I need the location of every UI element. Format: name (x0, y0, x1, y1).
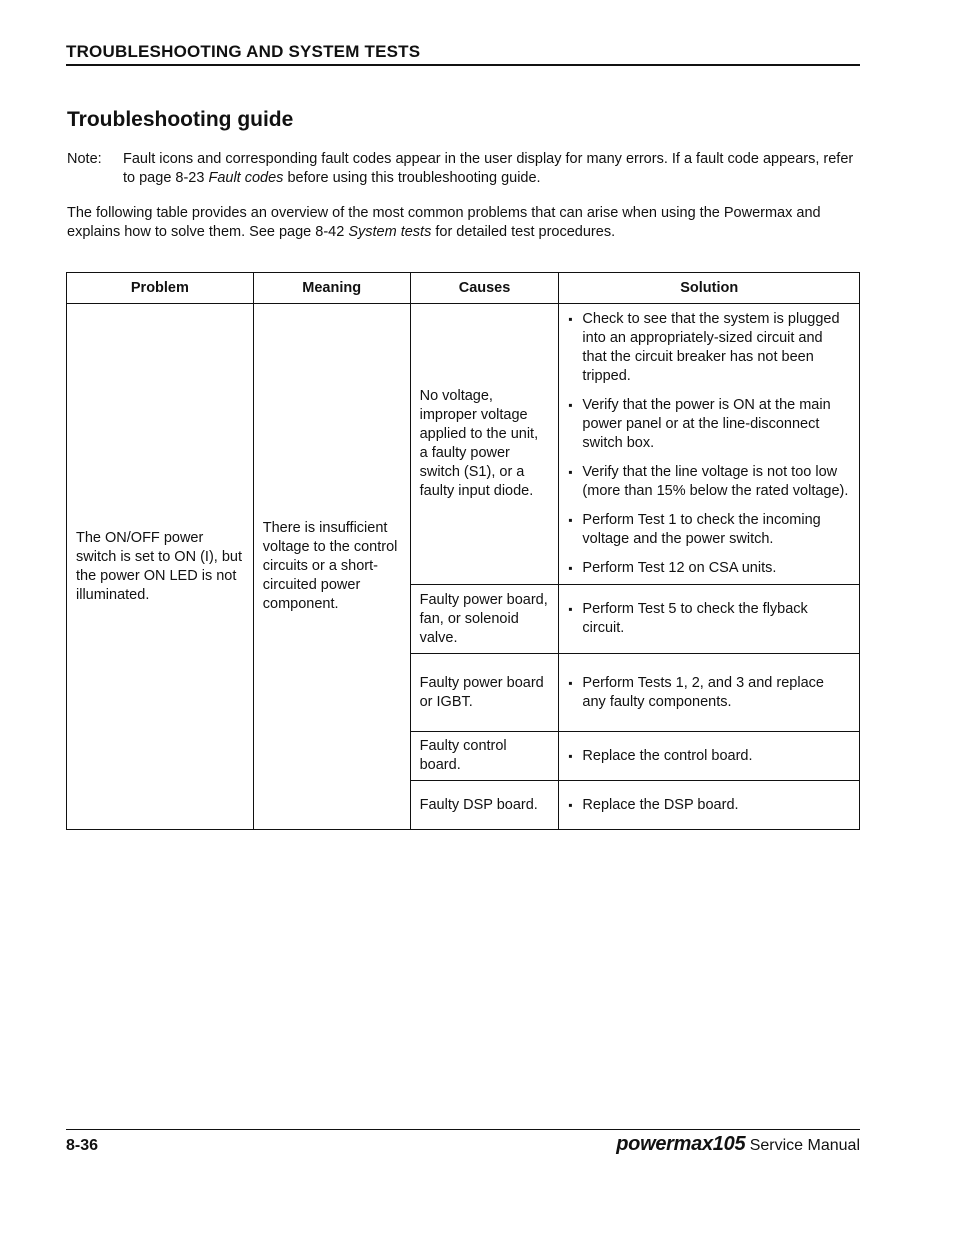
meaning-cell: There is insufficient voltage to the control circuits or a short-circuited power component. (253, 304, 410, 830)
page-number: 8-36 (66, 1137, 99, 1154)
header-problem: Problem (67, 273, 254, 304)
intro-link-system-tests: System tests (348, 224, 432, 240)
header-solution: Solution (559, 273, 860, 304)
problem-cell: The ON/OFF power switch is set to ON (I), but the power ON LED is not illuminated. (67, 304, 254, 830)
solution-item: ▪ Perform Test 5 to check the flyback circuit. (568, 601, 808, 636)
solution-cell (559, 781, 860, 830)
bullet-icon: ▪ (568, 797, 573, 812)
cause-cell: Faulty power board, fan, or solenoid valve. (410, 585, 559, 654)
table-row (67, 304, 860, 585)
solution-cell (559, 304, 860, 585)
note-body (123, 150, 867, 188)
bullet-icon: ▪ (568, 561, 573, 575)
note-link-fault-codes: Fault codes (208, 170, 284, 186)
manual-label: Service Manual (749, 1137, 860, 1154)
section-header: TROUBLESHOOTING AND SYSTEM TESTS (66, 42, 860, 66)
table-header-row (67, 273, 860, 304)
bullet-icon: ▪ (568, 513, 573, 527)
header-meaning: Meaning (253, 273, 410, 304)
cause-cell: Faulty power board or IGBT. (410, 654, 559, 732)
note (67, 150, 867, 188)
solution-cell (559, 654, 860, 732)
cause-cell: Faulty control board. (410, 732, 559, 781)
solution-item: ▪ Verify that the power is ON at the main power panel or at the line-disconnect switch box. (568, 397, 831, 451)
bullet-icon: ▪ (568, 748, 573, 763)
solution-list (568, 310, 850, 578)
solution-list (568, 796, 850, 815)
bullet-icon: ▪ (568, 398, 573, 412)
solution-item: ▪ Replace the control board. (568, 747, 753, 764)
solution-item: ▪ Check to see that the system is plugged into an appropriately-sized circuit and that the circuit breaker has not been tripped. (568, 311, 840, 384)
brand-logo: powermax105 (616, 1133, 746, 1155)
footer-manual-title (616, 1133, 860, 1156)
solution-item: ▪ Perform Test 1 to check the incoming voltage and the power switch. (568, 512, 821, 547)
solution-cell (559, 585, 860, 654)
solution-list (568, 674, 850, 712)
note-text-before: Fault icons and corresponding fault codes appear in the user display for many errors. If a fault code appears, refer to page 8-23 (123, 151, 854, 186)
bullet-icon: ▪ (568, 675, 573, 690)
cause-cell: No voltage, improper voltage applied to the unit, a faulty power switch (S1), or a faulty input diode. (410, 304, 559, 585)
solution-item: ▪ Perform Test 12 on CSA units. (568, 560, 777, 576)
solution-cell (559, 732, 860, 781)
page-title: Troubleshooting guide (67, 108, 294, 131)
solution-item: ▪ Verify that the line voltage is not too low (more than 15% below the rated voltage). (568, 464, 849, 499)
solution-item: ▪ Perform Tests 1, 2, and 3 and replace any faulty components. (568, 674, 824, 710)
intro-text-after: for detailed test procedures. (431, 224, 616, 240)
cause-cell: Faulty DSP board. (410, 781, 559, 830)
solution-item: ▪ Replace the DSP board. (568, 796, 739, 813)
note-label: Note: (67, 151, 102, 167)
header-causes: Causes (410, 273, 559, 304)
bullet-icon: ▪ (568, 602, 573, 616)
bullet-icon: ▪ (568, 312, 573, 326)
troubleshooting-table (66, 272, 860, 830)
solution-list (568, 747, 850, 766)
intro-text-before: The following table provides an overview of the most common problems that can arise when using the Powermax and explains how to solve them. See page 8-42 (67, 205, 821, 240)
note-text-after: before using this troubleshooting guide. (283, 170, 541, 186)
intro-paragraph (67, 204, 867, 242)
solution-list (568, 600, 850, 638)
footer-divider (66, 1129, 860, 1130)
bullet-icon: ▪ (568, 465, 573, 479)
